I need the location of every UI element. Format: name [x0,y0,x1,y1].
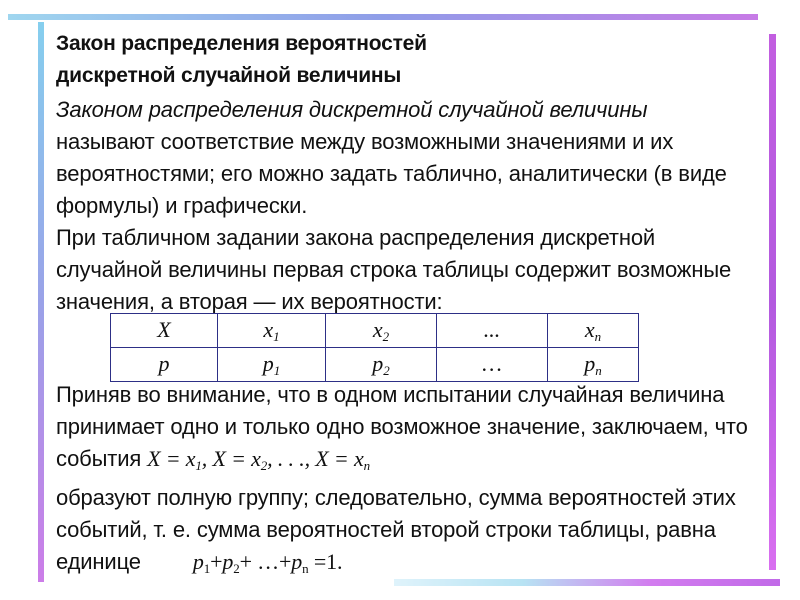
probability-sum-formula: $p_1+p_2+$ $\dots+p_n =1$. [192,549,343,576]
frame-top-bar [8,14,758,20]
event-list: $X = x_1$, $X = x_2$, . . ., $X = x_n$ [147,446,370,473]
table-row-values [111,314,639,348]
table-cell: X [111,314,218,348]
slide-content [56,28,762,318]
table-cell: $p_2$ [326,348,437,382]
conclusion-text-2: образуют полную группу; следовательно, сумма вероятностей этих событий, т. е. сумма вероятностей второй строки таблицы, равна единице [56,485,736,574]
slide-title [56,28,762,92]
frame-left-bar [38,22,44,582]
table-cell: ... [437,314,548,348]
frame-right-bar [769,34,776,570]
table-cell: $x_1$ [218,314,326,348]
table-cell: … [437,348,548,382]
table-cell: $x_n$ [548,314,639,348]
title-line-2: дискретной случайной величины [56,64,402,87]
conclusion-paragraph [56,379,762,585]
table-cell: $p_1$ [218,348,326,382]
definition-paragraph [56,94,762,222]
conclusion-text-1: Приняв во внимание, что в одном испытании случайная величина принимает одно и только одно возможное значение, заключаем, что события [56,382,748,471]
title-line-1: Закон распределения вероятностей [56,32,427,55]
distribution-table [110,313,639,382]
conclusion-block [56,379,762,585]
table-intro-paragraph: При табличном задании закона распределения дискретной случайной величины первая строка таблицы содержит возможные значения, а вторая — их вероятности: [56,225,732,314]
definition-lead: Законом распределения дискретной случайной величины [56,97,648,122]
definition-rest: называют соответствие между возможными значениями и их вероятностями; его можно задать таблично, аналитически (в виде формулы) и графически. [56,129,727,218]
table-cell: $p_n$ [548,348,639,382]
table-cell: $x_2$ [326,314,437,348]
table-row-probabilities [111,348,639,382]
table-cell: p [111,348,218,382]
